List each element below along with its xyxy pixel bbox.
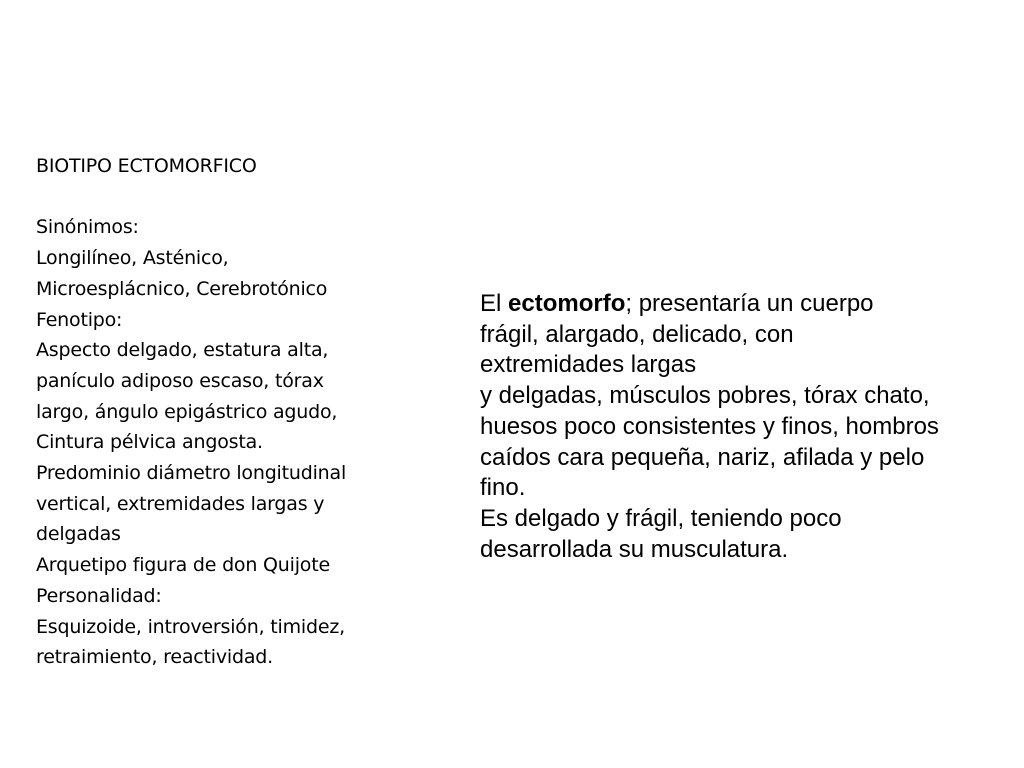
description-line-6: fino. <box>480 474 526 502</box>
phenotype-line-1: Aspecto delgado, estatura alta, <box>36 339 329 362</box>
phenotype-line-6: vertical, extremidades largas y <box>36 492 325 515</box>
description-line-2: extremidades largas <box>480 351 697 379</box>
section-title: BIOTIPO ECTOMORFICO <box>36 155 257 177</box>
synonyms-line-1: Longilíneo, Asténico, <box>36 247 229 270</box>
description-line-3: y delgadas, músculos pobres, tórax chato, <box>480 382 930 410</box>
personality-line-2: retraimiento, reactividad. <box>36 646 273 669</box>
ectomorph-summary-column <box>36 151 436 673</box>
synonyms-heading: Sinónimos: <box>36 216 139 239</box>
ectomorfo-term: ectomorfo <box>508 290 626 317</box>
phenotype-line-3: largo, ángulo epigástrico agudo, <box>36 400 338 423</box>
phenotype-heading: Fenotipo: <box>36 308 123 331</box>
description-intro-line <box>480 289 1000 320</box>
archetype-line: Arquetipo figura de don Quijote <box>36 554 330 577</box>
intro-prefix: El <box>480 290 509 317</box>
ectomorph-description-column <box>480 289 1000 565</box>
phenotype-line-4: Cintura pélvica angosta. <box>36 431 263 454</box>
phenotype-line-7: delgadas <box>36 523 121 546</box>
description-line-4: huesos poco consistentes y finos, hombros <box>480 412 939 440</box>
synonyms-line-2: Microesplácnico, Cerebrotónico <box>36 277 328 300</box>
personality-heading: Personalidad: <box>36 584 162 607</box>
description-line-1: frágil, alargado, delicado, con <box>480 320 794 348</box>
phenotype-line-2: panículo adiposo escaso, tórax <box>36 369 324 392</box>
intro-suffix: ; presentaría un cuerpo <box>625 290 874 317</box>
personality-line-1: Esquizoide, introversión, timidez, <box>36 615 345 638</box>
description-line-8: desarrollada su musculatura. <box>480 535 789 563</box>
blank-line <box>36 182 436 213</box>
description-line-5: caídos cara pequeña, nariz, afilada y pelo <box>480 443 925 471</box>
description-line-7: Es delgado y frágil, teniendo poco <box>480 504 842 532</box>
phenotype-line-5: Predominio diámetro longitudinal <box>36 462 347 485</box>
